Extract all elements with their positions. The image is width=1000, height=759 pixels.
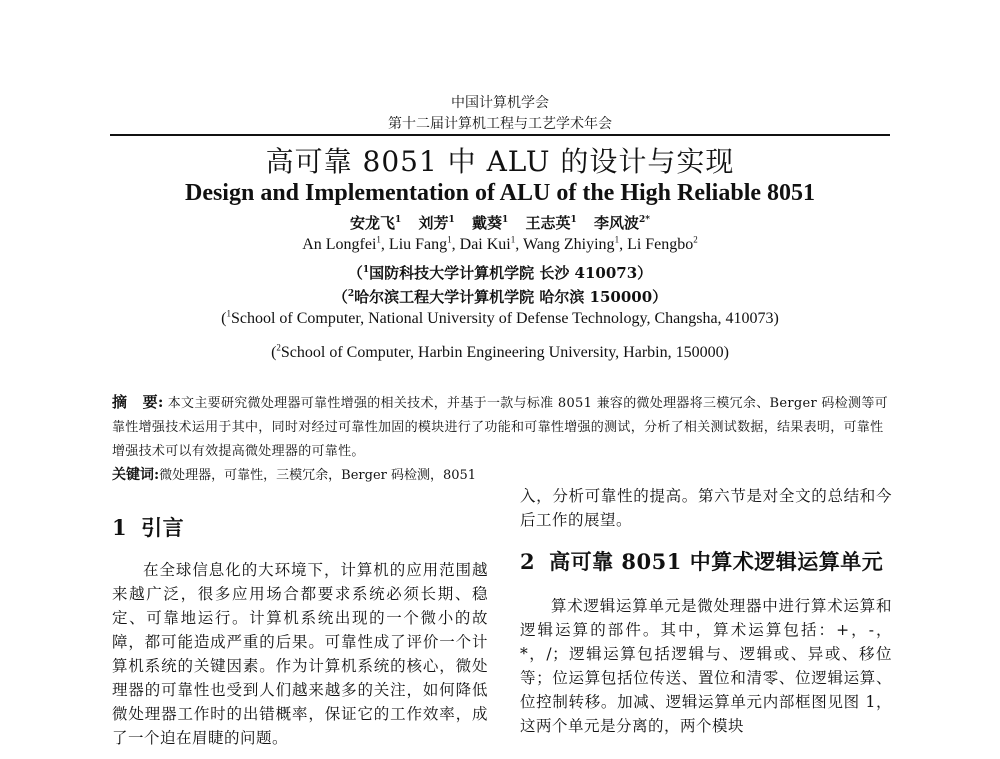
keywords: [112, 464, 552, 487]
right-column: [520, 484, 892, 738]
keywords-label: 关键词:: [112, 467, 160, 483]
section-2-heading: 2 高可靠 8051 中算术逻辑运算单元: [520, 549, 884, 574]
author-cn: 王志英$^1$: [525, 214, 577, 232]
author-cn: 戴葵$^1$: [472, 214, 509, 232]
keywords-text: 微处理器，可靠性，三模冗余，Berger 码检测，8051: [159, 468, 477, 483]
section-1-paragraph: 在全球信息化的大环境下，计算机的应用范围越来越广泛，很多应用场合都要求系统必须长期、稳定、可靠地运行。计算机系统出现的一个微小的故障，都可能造成严重的后果。可靠性成了评价一个计算机系统的关键因素。作为计算机系统的核心，微处理器的可靠性也受到人们越来越多的关注，如何降低微处理器工作时的出错概率，保证它的工作效率，成了一个迫在眉睫的问题。: [112, 561, 488, 747]
section-1-heading: 1 引言: [112, 515, 185, 540]
section-2-paragraph: 算术逻辑运算单元是微处理器中进行算术运算和逻辑运算的部件。其中，算术运算包括：+，-，*，/；逻辑运算包括逻辑与、逻辑或、异或、移位等；位运算包括位传送、置位和清零、位逻辑运算、位控制转移。加减、逻辑运算单元内部框图见图 1，这两个单元是分离的，两个模块: [520, 597, 892, 735]
left-column: [112, 512, 488, 750]
author-cn: 李风波$^{2*}$: [594, 214, 651, 232]
authors-english: An Longfei$^1$, Liu Fang$^1$, Dai Kui$^1$, Wang Zhiying$^1$, Li Fengbo$^2$: [302, 234, 698, 253]
author-en: Li Fengbo$^2$: [627, 234, 698, 253]
affiliation-en-2: ($^2$School of Computer, Harbin Engineering University, Harbin, 150000): [271, 342, 729, 361]
author-cn: 刘芳$^1$: [418, 214, 455, 232]
authors-chinese: [0, 212, 1000, 233]
affiliation-en-1: ($^1$School of Computer, National University of Defense Technology, Changsha, 410073): [221, 308, 779, 327]
title-chinese: 高可靠 8051 中 ALU 的设计与实现: [265, 145, 735, 178]
author-en: Dai Kui$^1$: [459, 234, 516, 253]
abstract: [112, 390, 892, 464]
abstract-label: 摘 要:: [112, 393, 164, 411]
author-cn: 安龙飞$^1$: [349, 214, 402, 232]
affiliation-cn-2: （$^2$哈尔滨工程大学计算机学院 哈尔滨 150000）: [332, 288, 668, 306]
affiliation-cn-1: （$^1$国防科技大学计算机学院 长沙 410073）: [347, 264, 653, 282]
author-en: Wang Zhiying$^1$: [522, 234, 620, 253]
author-en: Liu Fang$^1$: [388, 234, 452, 253]
abstract-text: 本文主要研究微处理器可靠性增强的相关技术，并基于一款与标准 8051 兼容的微处理器将三模冗余、Berger 码检测等可靠性增强技术运用于其中，同时对经过可靠性加固的模块进行了功能和可靠性增强的测试，分析了相关测试数据，结果表明，可靠性增强技术可以有效提高微处理器的可靠性。: [112, 396, 888, 459]
title-english: Design and Implementation of ALU of the High Reliable 8051: [184, 180, 816, 206]
conference-name: 中国计算机学会: [451, 95, 549, 111]
continued-paragraph: 入，分析可靠性的提高。第六节是对全文的总结和今后工作的展望。: [520, 487, 892, 529]
author-en: An Longfei$^1$: [302, 234, 381, 253]
conference-session: 第十二届计算机工程与工艺学术年会: [388, 116, 612, 132]
header-rule: [110, 134, 890, 136]
